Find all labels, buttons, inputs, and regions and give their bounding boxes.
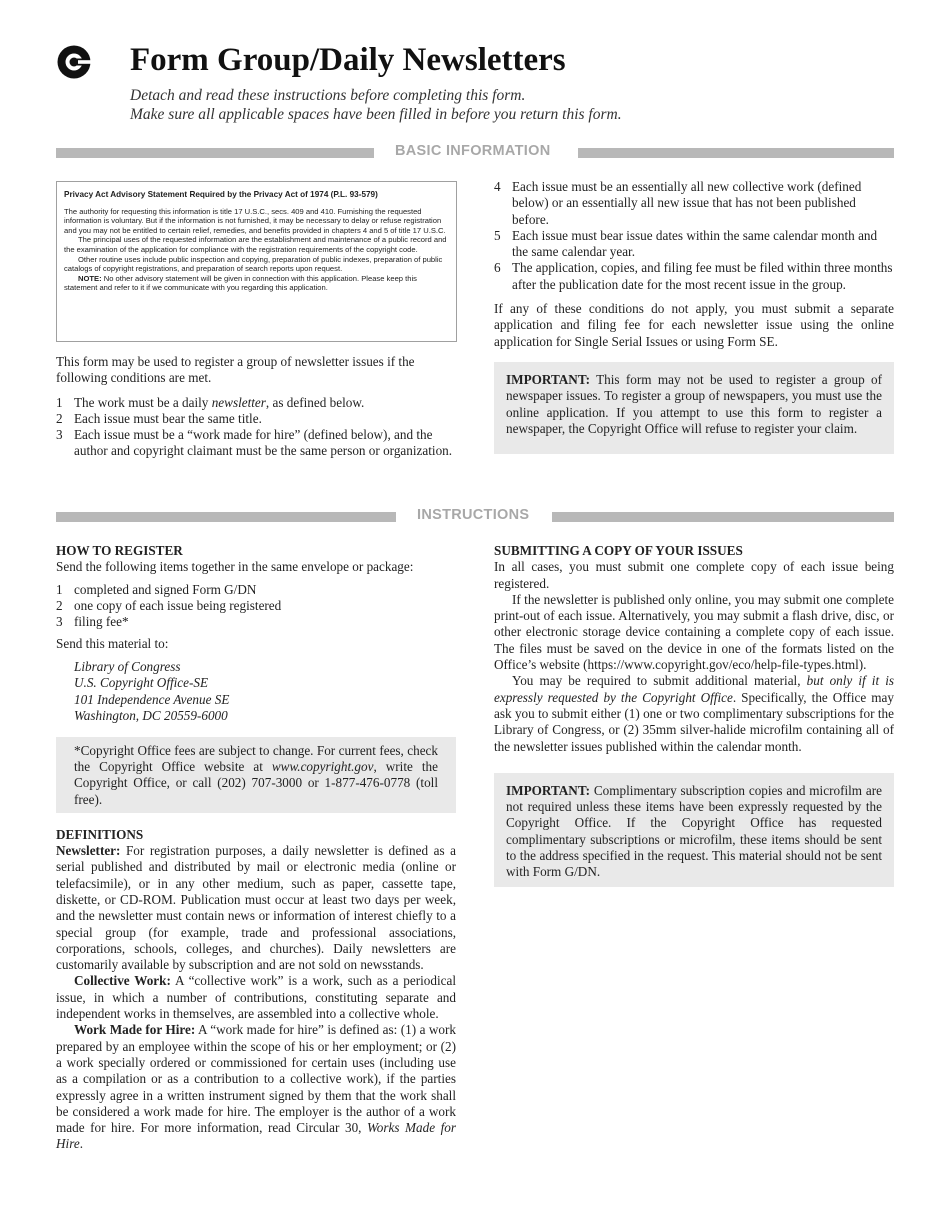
privacy-note	[64, 274, 449, 293]
submitting-paragraph: In all cases, you must submit one complete copy of each issue being registered.	[494, 559, 894, 591]
privacy-act-statement	[56, 181, 457, 342]
circular-title: Works Made for Hire	[56, 1120, 456, 1152]
list-number: 2	[56, 410, 63, 426]
privacy-paragraph: Other routine uses include public inspection and copying, preparation of public indexes, preparation of public catalogs of copyright registrations, and preparation of search reports upon request.	[64, 254, 443, 274]
list-number: 3	[56, 614, 63, 630]
definition-text: A “work made for hire” is defined as: (1) a work prepared by an employee within the scope of his or her employment; or (2) a work specially ordered or commissioned for certain uses (including use as a compilation or as a contribution to a collective work), if the parties expressly agree in a written instrument signed by them that the work shall be considered a work made for hire. The employer is the author of a work made for hire. For more information, read Circular 30,	[56, 1022, 456, 1136]
how-intro: Send the following items together in the same envelope or package:	[56, 559, 414, 575]
fee-note-text: *Copyright Office fees are subject to change. For current fees, check the Copyright Office website at	[74, 742, 438, 775]
basic-info-right	[494, 179, 894, 454]
list-item	[56, 582, 456, 598]
definition-text: For registration purposes, a daily newsletter is defined as a serial published and distributed by mail or electronic media (online or telefacsimile), or in any other medium, such as paper, cassette tape, diskette, or CD-ROM. Publication must occur at least two days per week, and the newsletter must contain news or information of interest chiefly to a special group (for example, trade and professional associations, corporations, schools, colleges, and churches). Daily newsletters are customarily available by subscription and are not sold on newsstands.	[56, 843, 456, 973]
definition-term: Newsletter:	[56, 843, 121, 859]
definition-text: .	[79, 1136, 83, 1152]
list-item	[56, 395, 458, 411]
conditions-fallback: If any of these conditions do not apply, you must submit a separate application and filing fee for each newsletter issue using the online application for Single Serial Issues or using Form SE.	[494, 301, 894, 349]
definition-term: Work Made for Hire:	[74, 1022, 196, 1038]
subtitle-line-1: Detach and read these instructions before completing this form.	[130, 87, 526, 104]
subtitle-line-2: Make sure all applicable spaces have been filled in before you return this form.	[130, 106, 622, 123]
important-microfilm-note	[494, 773, 894, 887]
list-text: Each issue must bear issue dates within the same calendar month and the same calendar year.	[512, 227, 878, 260]
important-text: This form may not be used to register a group of newspaper issues. To register a group of newspapers, you must use the online application. If you attempt to use this form to register a newspaper, the Copyright Office will refuse to register your claim.	[506, 371, 882, 436]
submitting-heading: SUBMITTING A COPY OF YOUR ISSUES	[494, 543, 743, 558]
privacy-paragraph: The principal uses of the requested information are the establishment and maintenance of a public record and the examination of the application for compliance with the registration requirements of the copyright code.	[64, 235, 447, 254]
list-text: one copy of each issue being registered	[74, 597, 282, 613]
section-rule-left	[56, 148, 374, 158]
important-newspaper-note	[494, 362, 894, 454]
submitting-paragraph: If the newsletter is published only online, you may submit one complete print-out of each issue. Alternatively, you may submit a flash drive, disc, or other electronic storage device containing a complete copy of each issue. The files must be saved on the device in one of the formats listed on the Office’s website (https://www.copyright.gov/eco/help-file-types.html).	[494, 591, 894, 673]
list-text: The application, copies, and filing fee must be filed within three months after the publication date for the most recent issue in the group.	[512, 260, 893, 292]
conditions-list	[56, 395, 458, 460]
paragraph-emphasis: but only if it is expressly requested by the Copyright Office	[494, 673, 895, 705]
section-bar-basic	[56, 143, 894, 160]
section-bar-instructions	[56, 507, 894, 524]
definitions-heading: DEFINITIONS	[56, 826, 144, 842]
list-number: 2	[56, 597, 63, 613]
list-item	[494, 228, 894, 261]
section-rule-right	[578, 148, 894, 158]
send-to-label: Send this material to:	[56, 636, 169, 652]
list-item	[56, 427, 458, 460]
list-item	[56, 411, 458, 427]
list-text: Each issue must bear the same title.	[74, 410, 262, 426]
list-number: 6	[494, 260, 501, 276]
list-text: Each issue must be a “work made for hire” (defined below), and the author and copyright claimant must be the same person or organization.	[74, 427, 453, 459]
address-line: U.S. Copyright Office-SE	[74, 675, 209, 691]
mailing-address	[74, 659, 456, 725]
section-rule-right	[552, 512, 894, 522]
privacy-paragraph: The authority for requesting this information is title 17 U.S.C., secs. 409 and 410. Furnishing the requested information is voluntary. But if the information is not furnished, it may be necessary to delay or refuse registration and you may not be entitled to certain relief, remedies, and benefits provided in chapters 4 and 5 of title 17 U.S.C.	[64, 206, 446, 235]
list-text: , as defined below.	[265, 394, 365, 410]
submitting-paragraph	[494, 673, 894, 754]
paragraph-text: . Specifically, the Office may ask you to submit either (1) one or two complimentary subscriptions for the Library of Congress, or (2) 35mm silver-halide microfilm containing all of the newsletter issues published within the calendar month.	[494, 689, 894, 754]
privacy-note-label: NOTE:	[78, 273, 102, 283]
basic-info-left	[56, 354, 458, 460]
instructions-right	[494, 543, 894, 887]
definition-newsletter	[56, 843, 456, 973]
how-to-register-heading: HOW TO REGISTER	[56, 543, 183, 558]
copyright-logo-icon	[57, 45, 91, 79]
fee-note-text: , write the Copyright Office, or call (202) 707-3000 or 1-877-476-0778 (toll free).	[74, 759, 438, 807]
address-line: Washington, DC 20559-6000	[74, 708, 228, 724]
definition-term: Collective Work:	[74, 973, 171, 989]
definition-work-made-for-hire	[56, 1022, 456, 1152]
section-label-instructions: INSTRUCTIONS	[417, 507, 530, 523]
section-rule-left	[56, 512, 396, 522]
privacy-title: Privacy Act Advisory Statement Required by the Privacy Act of 1974 (P.L. 93-579)	[64, 190, 378, 199]
items-list	[56, 582, 456, 631]
important-text: Complimentary subscription copies and microfilm are not required unless these items have been expressly requested by the Copyright Office. If the Copyright Office has requested complimentary subscriptions or microfilm, these items should be sent to the address specified in the request. This material should not be sent with Form G/DN.	[506, 782, 882, 880]
instructions-left	[56, 543, 456, 1153]
list-number: 1	[56, 581, 63, 597]
page-title: Form Group/Daily Newsletters	[130, 42, 566, 78]
page-subtitle	[130, 86, 622, 124]
website-link[interactable]: www.copyright.gov	[271, 759, 374, 775]
address-line: 101 Independence Avenue SE	[74, 691, 230, 707]
definition-collective-work	[56, 973, 456, 1022]
list-number: 4	[494, 179, 501, 194]
definition-text: A “collective work” is a work, such as a periodical issue, in which a number of contributions, constituting separate and independent works in themselves, are assembled into a collective whole.	[56, 973, 456, 1022]
list-text: filing fee*	[74, 614, 129, 630]
privacy-note-text: No other advisory statement will be given in connection with this application. Please keep this statement and refer to it if we communicate with you regarding this application.	[64, 273, 417, 293]
paragraph-text: You may be required to submit additional material,	[512, 673, 807, 689]
list-number: 5	[494, 227, 501, 243]
section-label-basic: BASIC INFORMATION	[395, 143, 551, 159]
conditions-list-continued	[494, 179, 894, 293]
list-item	[494, 179, 894, 228]
address-line: Library of Congress	[74, 658, 181, 674]
list-number: 3	[56, 427, 63, 443]
list-text: completed and signed Form G/DN	[74, 581, 257, 597]
list-item	[56, 614, 456, 630]
conditions-intro: This form may be used to register a group of newsletter issues if the following conditions are met.	[56, 354, 415, 386]
important-label: IMPORTANT:	[506, 371, 591, 387]
list-item	[494, 260, 894, 293]
list-text: Each issue must be an essentially all new collective work (defined below) or an essentially all new issue that has not been published before.	[512, 179, 862, 227]
list-text: The work must be a daily	[74, 394, 212, 410]
list-text-emphasis: newsletter	[211, 394, 266, 410]
list-item	[56, 598, 456, 614]
important-label: IMPORTANT:	[506, 782, 591, 798]
fee-note	[56, 737, 456, 813]
list-number: 1	[56, 394, 63, 410]
